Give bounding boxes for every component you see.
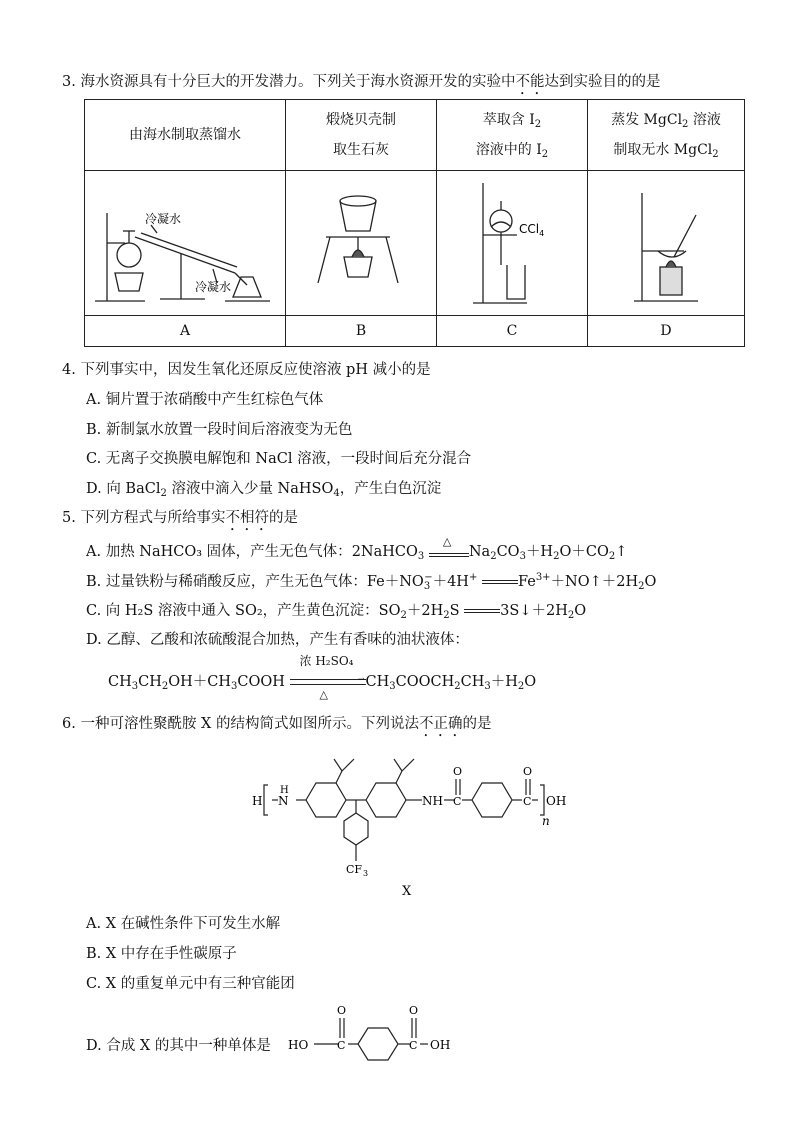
header-b: 煅烧贝壳制 取生石灰 [286, 100, 437, 171]
label-c: C [437, 316, 588, 347]
q6-option-b: B. X 中存在手性碳原子 [86, 946, 237, 962]
q4-stem: 4. 下列事实中，因发生氧化还原反应使溶液 pH 减小的是 [62, 362, 431, 378]
q4-option-a: A. 铜片置于浓硝酸中产生红棕色气体 [86, 392, 324, 408]
q3-stem: 3. 海水资源具有十分巨大的开发潜力。下列关于海水资源开发的实验中不能达到实验目的的是 [62, 74, 661, 90]
q4-option-b: B. 新制氯水放置一段时间后溶液变为无色 [86, 422, 353, 438]
figure-calcination [286, 171, 437, 316]
q6-stem: 6. 一种可溶性聚酰胺 X 的结构简式如图所示。下列说法不正确的是 [62, 716, 492, 732]
header-d: 蒸发 MgCl$_2$ 溶液 制取无水 MgCl$_2$ [588, 100, 745, 171]
svg-text:n: n [542, 814, 550, 828]
q5-option-b: B. 过量铁粉与稀硝酸反应，产生无色气体：$Fe+NO_3^-+4H^+$ $Fe^{3+}+NO↑+2H_2O$ [86, 572, 657, 592]
q5-option-d: D. 乙醇、乙酸和浓硫酸混合加热，产生有香味的油状液体： [86, 632, 469, 648]
figure-distillation [85, 171, 286, 316]
header-c: 萃取含 $I_2$ 溶液中的 $I_2$ [437, 100, 588, 171]
polyamide-structure [250, 745, 580, 905]
q5-option-a: A. 加热 NaHCO₃ 固体，产生无色气体：2NaHCO$_3$ △ $Na_2CO_3+H_2O+CO_2↑$ [86, 535, 628, 562]
monomer-structure [286, 1000, 466, 1070]
svg-text:HO: HO [288, 1038, 309, 1052]
q6-option-c: C. X 的重复单元中有三种官能团 [86, 976, 295, 992]
q6-option-d: D. 合成 X 的其中一种单体是 [86, 1038, 271, 1054]
q4-option-c: C. 无离子交换膜电解饱和 NaCl 溶液，一段时间后充分混合 [86, 451, 472, 467]
svg-text:C: C [337, 1039, 346, 1052]
condense-label-bottom: 冷凝水 [195, 280, 232, 294]
svg-text:O: O [523, 765, 533, 778]
figure-evaporation [588, 171, 745, 316]
svg-text:O: O [453, 765, 463, 778]
svg-text:CF: CF [346, 863, 363, 876]
q5-option-d-equation: $CH_3CH_2OH+CH_3COOH$ 浓 H₂SO₄ ⇀ △ $CH_3COOCH_2CH_3+H_2O$ [108, 654, 537, 701]
svg-text:OH: OH [546, 794, 567, 808]
q5-option-c: C. 向 H₂S 溶液中通入 SO₂，产生黄色沉淀：$SO_2+2H_2S$ $3S↓+2H_2O$ [86, 603, 587, 621]
label-a: A [85, 316, 286, 347]
svg-text:3: 3 [363, 869, 369, 878]
structure-label: X [402, 884, 412, 899]
q5-stem: 5. 下列方程式与所给事实不相符的是 [62, 510, 298, 526]
figure-extraction [437, 171, 588, 316]
condense-label-top: 冷凝水 [145, 212, 182, 226]
svg-text:OH: OH [430, 1038, 451, 1052]
q6-option-a: A. X 在碱性条件下可发生水解 [86, 916, 281, 932]
svg-text:H: H [280, 785, 289, 796]
q4-option-d: D. 向 BaCl$_2$ 溶液中滴入少量 NaHSO$_4$，产生白色沉淀 [86, 481, 442, 499]
svg-text:H: H [252, 794, 263, 808]
svg-text:N: N [278, 794, 289, 808]
header-a: 由海水制取蒸馏水 [85, 100, 286, 171]
experiment-table [84, 99, 745, 347]
svg-text:NH: NH [422, 794, 443, 808]
svg-text:O: O [409, 1004, 419, 1017]
svg-text:O: O [337, 1004, 347, 1017]
ccl4-label: CCl$_4$ [519, 222, 545, 238]
label-b: B [286, 316, 437, 347]
svg-text:C: C [523, 795, 532, 808]
svg-text:C: C [409, 1039, 418, 1052]
label-d: D [588, 316, 745, 347]
svg-text:C: C [453, 795, 462, 808]
